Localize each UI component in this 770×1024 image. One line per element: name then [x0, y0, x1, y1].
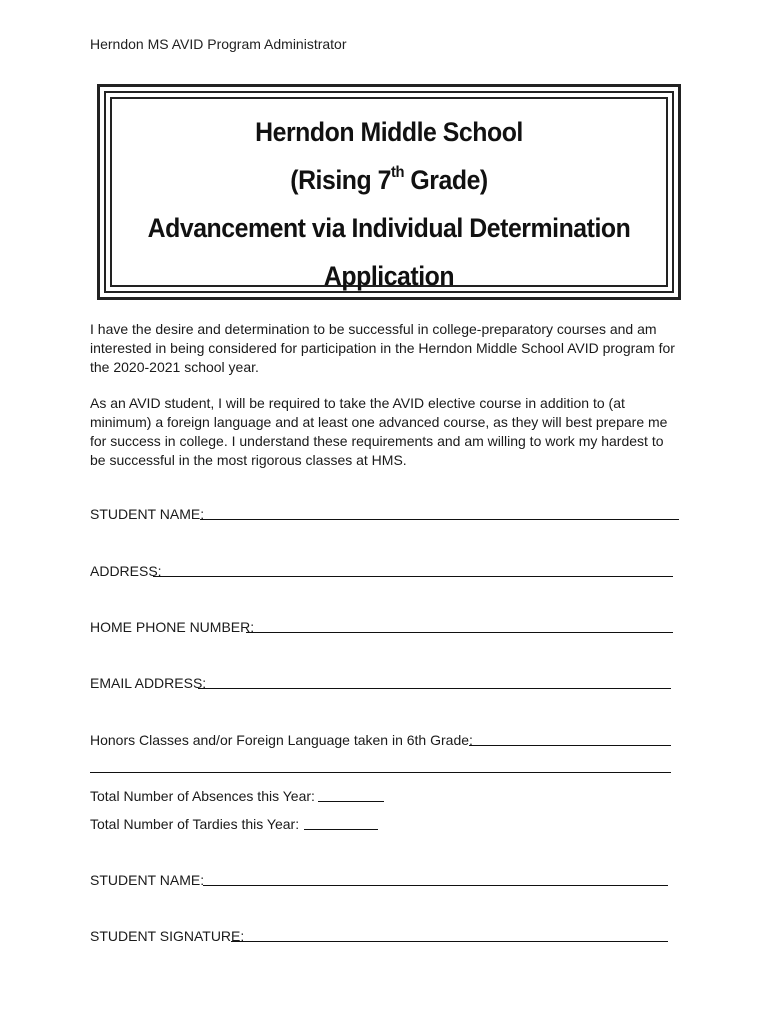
- program-name: Advancement via Individual Determination: [147, 213, 631, 243]
- grade-title: [134, 165, 644, 196]
- student-signature-label: STUDENT SIGNATURE:: [90, 928, 245, 944]
- address-field[interactable]: [153, 576, 673, 577]
- tardies-field[interactable]: [304, 829, 378, 830]
- title-box-inner: [110, 97, 668, 291]
- address-label: ADDRESS:: [90, 563, 162, 579]
- student-name-2-label: STUDENT NAME:: [90, 872, 205, 888]
- title-box: [97, 84, 681, 300]
- application-title: Application: [323, 261, 455, 291]
- requirements-paragraph: As an AVID student, I will be required to take the AVID elective course in addition to (at minimum) a foreign language and at least one advanced course, as they will best prepare me for success in college. I understand these requirements and am willing to work my hardest to be successful in the most rigorous classes at HMS.: [90, 395, 668, 468]
- grade-title-prefix: (Rising 7: [290, 165, 392, 195]
- email-field[interactable]: [198, 688, 671, 689]
- honors-classes-field[interactable]: [469, 745, 671, 746]
- absences-label: Total Number of Absences this Year:: [90, 788, 315, 804]
- school-name: Herndon Middle School: [255, 117, 523, 147]
- home-phone-field[interactable]: [246, 632, 673, 633]
- student-signature-field[interactable]: [231, 941, 668, 942]
- home-phone-label: HOME PHONE NUMBER:: [90, 619, 255, 635]
- honors-classes-label: Honors Classes and/or Foreign Language taken in 6th Grade:: [90, 732, 473, 748]
- tardies-label: Total Number of Tardies this Year:: [90, 816, 300, 832]
- email-label: EMAIL ADDRESS:: [90, 675, 207, 691]
- absences-field[interactable]: [318, 801, 384, 802]
- intro-paragraph: I have the desire and determination to be successful in college-preparatory courses and am interested in being considered for participation in the Herndon Middle School AVID program for the 2020-2021 school year.: [90, 321, 675, 375]
- student-name-2-field[interactable]: [203, 885, 668, 886]
- grade-title-suffix: Grade): [403, 165, 488, 195]
- document-header: Herndon MS AVID Program Administrator: [90, 36, 347, 52]
- grade-title-superscript: th: [391, 164, 404, 181]
- student-name-label: STUDENT NAME:: [90, 506, 205, 522]
- honors-classes-field-line-2[interactable]: [90, 772, 671, 773]
- student-name-field[interactable]: [200, 519, 679, 520]
- title-box-border: [104, 91, 674, 293]
